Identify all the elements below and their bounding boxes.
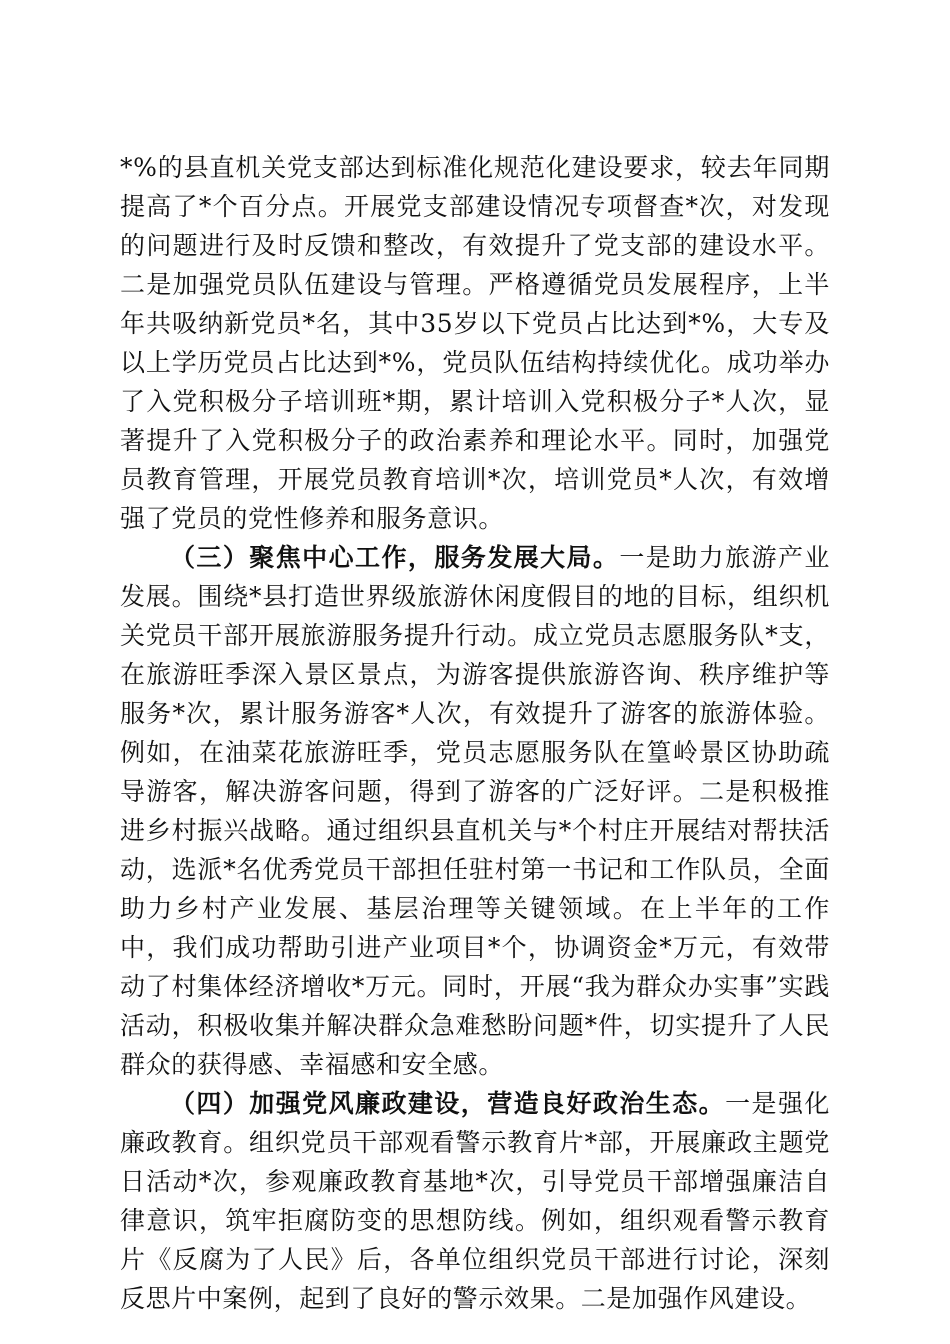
paragraph-section-4 [120,1084,830,1318]
section-3-heading: （三）聚焦中心工作，服务发展大局。 [170,543,620,572]
paragraph-1-body: *%的县直机关党支部达到标准化规范化建设要求，较去年同期提高了*个百分点。开展党支部建设情况专项督查*次，对发现的问题进行及时反馈和整改，有效提升了党支部的建设水平。二是加强党员队伍建设与管理。严格遵循党员发展程序，上半年共吸纳新党员*名，其中35岁以下党员占比达到*%，大专及以上学历党员占比达到*%，党员队伍结构持续优化。成功举办了入党积极分子培训班*期，累计培训入党积极分子*人次，显著提升了入党积极分子的政治素养和理论水平。同时，加强党员教育管理，开展党员教育培训*次，培训党员*人次，有效增强了党员的党性修养和服务意识。 [120,153,830,533]
section-3-body: 一是助力旅游产业发展。围绕*县打造世界级旅游休闲度假目的地的目标，组织机关党员干部开展旅游服务提升行动。成立党员志愿服务队*支，在旅游旺季深入景区景点，为游客提供旅游咨询、秩序维护等服务*次，累计服务游客*人次，有效提升了游客的旅游体验。例如，在油菜花旅游旺季，党员志愿服务队在篁岭景区协助疏导游客，解决游客问题，得到了游客的广泛好评。二是积极推进乡村振兴战略。通过组织县直机关与*个村庄开展结对帮扶活动，选派*名优秀党员干部担任驻村第一书记和工作队员，全面助力乡村产业发展、基层治理等关键领域。在上半年的工作中，我们成功帮助引进产业项目*个，协调资金*万元，有效带动了村集体经济增收*万元。同时，开展“我为群众办实事”实践活动，积极收集并解决群众急难愁盼问题*件，切实提升了人民群众的获得感、幸福感和安全感。 [120,543,830,1079]
paragraph-continued [120,148,830,538]
document-page [120,148,830,1318]
section-4-heading: （四）加强党风廉政建设，营造良好政治生态。 [170,1089,726,1118]
section-4-body: 一是强化廉政教育。组织党员干部观看警示教育片*部，开展廉政主题党日活动*次，参观廉政教育基地*次，引导党员干部增强廉洁自律意识，筑牢拒腐防变的思想防线。例如，组织观看警示教育片《反腐为了人民》后，各单位组织党员干部进行讨论，深刻反思片中案例，起到了良好的警示效果。二是加强作风建设。 [120,1089,830,1313]
paragraph-section-3 [120,538,830,1084]
